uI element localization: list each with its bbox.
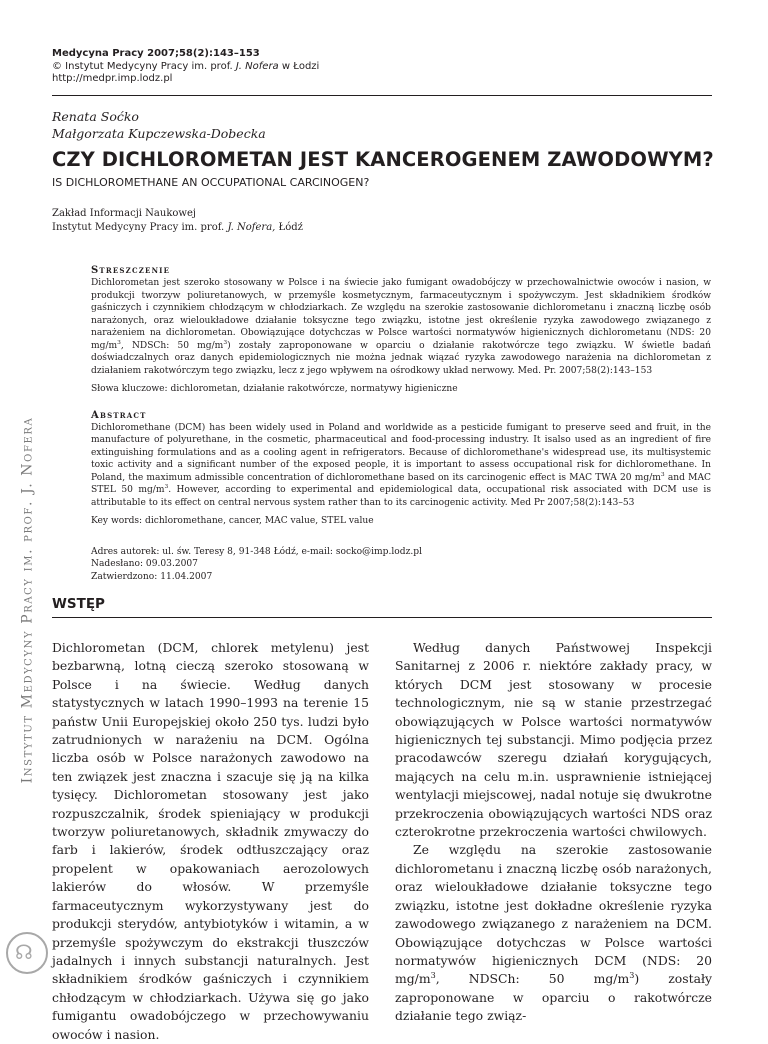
body-column-left: [52, 639, 369, 1044]
abstract-box: [91, 265, 711, 583]
abstract-polish: [91, 265, 711, 396]
journal-header: [52, 48, 319, 86]
journal-copyright: © Instytut Medycyny Pracy im. prof. J. Nofera w Łodzi: [52, 60, 320, 72]
keywords: Key words: dichloromethane, cancer, MAC value, STEL value: [91, 516, 374, 526]
body-column-right: [395, 639, 712, 1026]
author-list: [52, 108, 266, 142]
approved-date: Zatwierdzono: 11.04.2007: [91, 571, 213, 582]
journal-citation: Medycyna Pracy 2007;58(2):143–153: [52, 48, 260, 59]
affiliation: Zakład Informacji Naukowej Instytut Medycyny Pracy im. prof. J. Nofera, Łódź: [52, 208, 303, 233]
abstract-english: [91, 410, 711, 528]
body-paragraph: Dichlorometan (DCM, chlorek metylenu) jest bezbarwną, lotną cieczą szeroko stosowaną w Polsce i na świecie. Według danych statystycznych w latach 1990–1993 na terenie 15 państw Unii Europejskiej około 250 tys. ludzi było zatrudnionych w narażeniu na DCM. Ogólna liczba osób w Polsce narażonych zawodowo na ten związek jest znaczna i szacuje się ją na kilka tysięcy. Dichlorometan stosowany jest jako rozpuszczalnik, środek spieniający w produkcji tworzyw poliuretanowych, składnik zmywaczy do farb i lakierów, środek odtłuszczający oraz propelent w opakowaniach aerozolowych lakierów do włosów. W przemyśle farmaceutycznym wykorzystywany jest do produkcji sterydów, antybiotyków i witamin, a w przemyśle spożywczym do ekstrakcji tłuszczów jadalnych i innych substancji naturalnych. Jest składnikiem środków gaśniczych i czynnikiem chłodzącym w chłodziarkach. Używa się go jako fumigantu owadobójczego w przechowywaniu owoców i nasion.: [52, 640, 369, 1042]
body-paragraph: Według danych Państwowej Inspekcji Sanitarnej z 2006 r. niektóre zakłady pracy, w których DCM jest stosowany w procesie technologicznym, nie są w stanie przestrzegać obowiązujących w Polsce wartości normatywów higienicznych tej substancji. Mimo podjęcia przez pracodawców szeregu działań korygujących, mających na celu m.in. usprawnienie istniejącej wentylacji miejscowej, nadal notuje się dwukrotne przekroczenia obowiązujących wartości NDS oraz czterokrotne przekroczenia wartości chwilowych.: [395, 640, 712, 840]
keywords: Słowa kluczowe: dichlorometan, działanie rakotwórcze, normatywy higieniczne: [91, 384, 458, 394]
sidebar-watermark: Instytut Medycyny Pracy im. prof. J. Nofera: [19, 416, 35, 784]
article-title-english: IS DICHLOROMETHANE AN OCCUPATIONAL CARCINOGEN?: [52, 176, 370, 189]
header-rule: [52, 95, 712, 96]
abstract-text: Dichloromethane (DCM) has been widely used in Poland and worldwide as a pesticide fumigant to preserve seed and fruit, in the manufacture of polyurethane, in the cosmetic, pharmaceutical and food-processing industry. It isalso used as an ingredient of fire extinguishing formulations and as a cooling agent in refrigerators. Because of dichloromethane's widespread use, its multisystemic toxic activity and a significant number of the exposed people, it is important to assess occupational risk for dichloromethane. In Poland, the maximum admissible concentration of dichloromethane based on its carcinogenic effect is MAC TWA 20 $mg/m^3$ and MAC STEL 50 $mg/m^3$. However, according to experimental and epidemiological data, occupational risk associated with DCM use is attributable to its effect on central nervous system rather than to its carcinogenic activity. Med Pr 2007;58(2):143–53: [91, 422, 711, 508]
author-name: Renata Soćko: [52, 109, 139, 124]
abstract-heading: Abstract: [91, 409, 147, 421]
correspondence-info: [91, 546, 711, 584]
journal-url[interactable]: http://medpr.imp.lodz.pl: [52, 73, 173, 84]
section-heading: WSTĘP: [52, 596, 105, 612]
body-paragraph: Ze względu na szerokie zastosowanie dichlorometanu i znaczną liczbę osób narażonych, oraz wieloukładowe działanie toksyczne tego związku, istotne jest dokładne określenie ryzyka zawodowego związanego z narażeniem na DCM. Obowiązujące dotychczas w Polsce wartości normatywów higienicznych DCM (NDS: 20 $mg/m^3$, NDSCh: 50 $mg/m^3$) zostały zaproponowane w oparciu o rakotwórcze działanie tego związ-: [395, 842, 712, 1024]
section-rule: [52, 617, 712, 618]
abstract-text: Dichlorometan jest szeroko stosowany w Polsce i na świecie jako fumigant owadobójczy w przechowalnictwie owoców i nasion, w produkcji tworzyw poliuretanowych, w przemyśle kosmetycznym, farmaceutycznym i spożywczym. Jest składnikiem środków gaśniczych i czynnikiem chłodzącym w chłodziarkach. Ze względu na szerokie zastosowanie dichlorometanu i znaczną liczbę osób narażonych, oraz wieloukładowe działanie toksyczne tego związku, istotne jest określenie ryzyka zawodowego związanego z narażeniem na dichlorometan. Obowiązujące dotychczas w Polsce wartości normatywów higienicznych dichlorometanu (NDS: 20 $mg/m^3$, NDSCh: 50 $mg/m^3$) zostały zaproponowane w oparciu o działanie rakotwórcze tego związku. W świetle badań doświadczalnych oraz danych epidemiologicznych nie można jednak wiązać ryzyka zawodowego narażenia na dichlorometan z działaniem rakotwórczym tego związku, lecz z jego wpływem na ośrodkowy układ nerwowy. Med. Pr. 2007;58(2):143–153: [91, 278, 712, 376]
author-address: Adres autorek: ul. św. Teresy 8, 91-348 Łódź, e-mail: socko@imp.lodz.pl: [91, 546, 422, 557]
author-name: Małgorzata Kupczewska-Dobecka: [52, 126, 266, 141]
article-title: CZY DICHLOROMETAN JEST KANCEROGENEM ZAWODOWYM?: [52, 148, 714, 171]
submitted-date: Nadesłano: 09.03.2007: [91, 559, 198, 569]
abstract-heading: Streszczenie: [91, 265, 171, 276]
institute-logo-icon: ☊: [6, 932, 48, 974]
